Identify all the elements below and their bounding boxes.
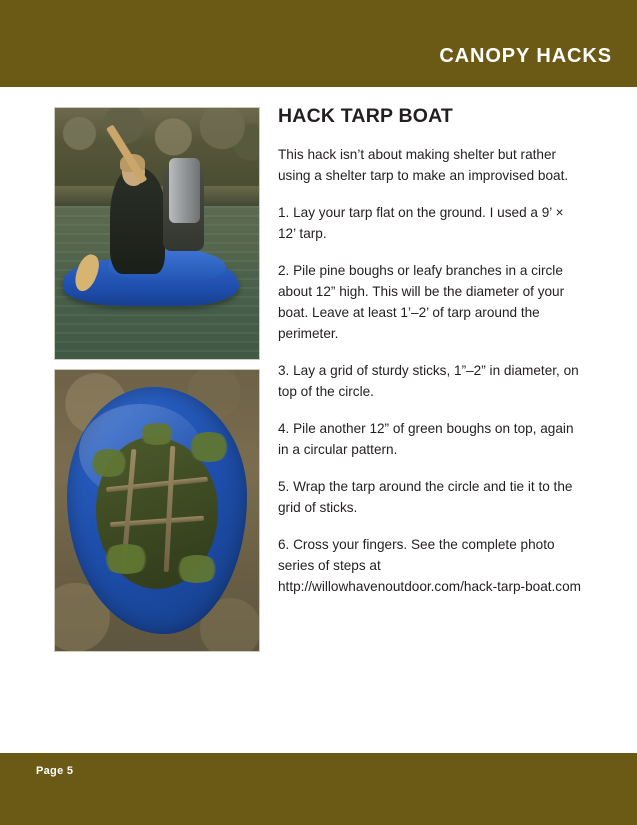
photo2-green-bough (100, 544, 152, 574)
article-title: HACK TARP BOAT (278, 105, 454, 127)
article-paragraph-step-4: 4. Pile another 12” of green boughs on top, again in a circular pattern. (278, 421, 574, 457)
photo2-green-bough (137, 423, 177, 445)
photo-tarp-boat-on-ground (54, 369, 260, 652)
page-header-band (0, 0, 637, 87)
photo2-green-bough (88, 449, 130, 477)
article-paragraph-step-6: 6. Cross your fingers. See the complete photo series of steps at http://willowhavenoutdoor.com/hack-tarp-boat.com (278, 537, 581, 594)
article-paragraph-step-5: 5. Wrap the tarp around the circle and tie it to the grid of sticks. (278, 479, 573, 515)
article-paragraph-intro: This hack isn’t about making shelter but rather using a shelter tarp to make an improvised boat. (278, 147, 569, 183)
article-paragraph-step-2: 2. Pile pine boughs or leafy branches in a circle about 12” high. This will be the diameter of your boat. Leave at least 1’–2’ of tarp around the perimeter. (278, 263, 565, 341)
photo-paddler-in-blue-tarp-boat (54, 107, 260, 360)
photo-column (54, 107, 260, 652)
photo2-green-bough (186, 432, 232, 462)
photo1-sleeping-pad-roll (169, 158, 200, 223)
page-footer-band (0, 753, 637, 825)
page-title: CANOPY HACKS (439, 45, 612, 67)
page-content (0, 87, 637, 753)
page-number: Page 5 (36, 765, 74, 777)
article-paragraph-step-1: 1. Lay your tarp flat on the ground. I used a 9’ × 12’ tarp. (278, 205, 564, 241)
article-paragraph-step-3: 3. Lay a grid of sturdy sticks, 1”–2” in diameter, on top of the circle. (278, 363, 579, 399)
article-text-column (278, 105, 583, 597)
